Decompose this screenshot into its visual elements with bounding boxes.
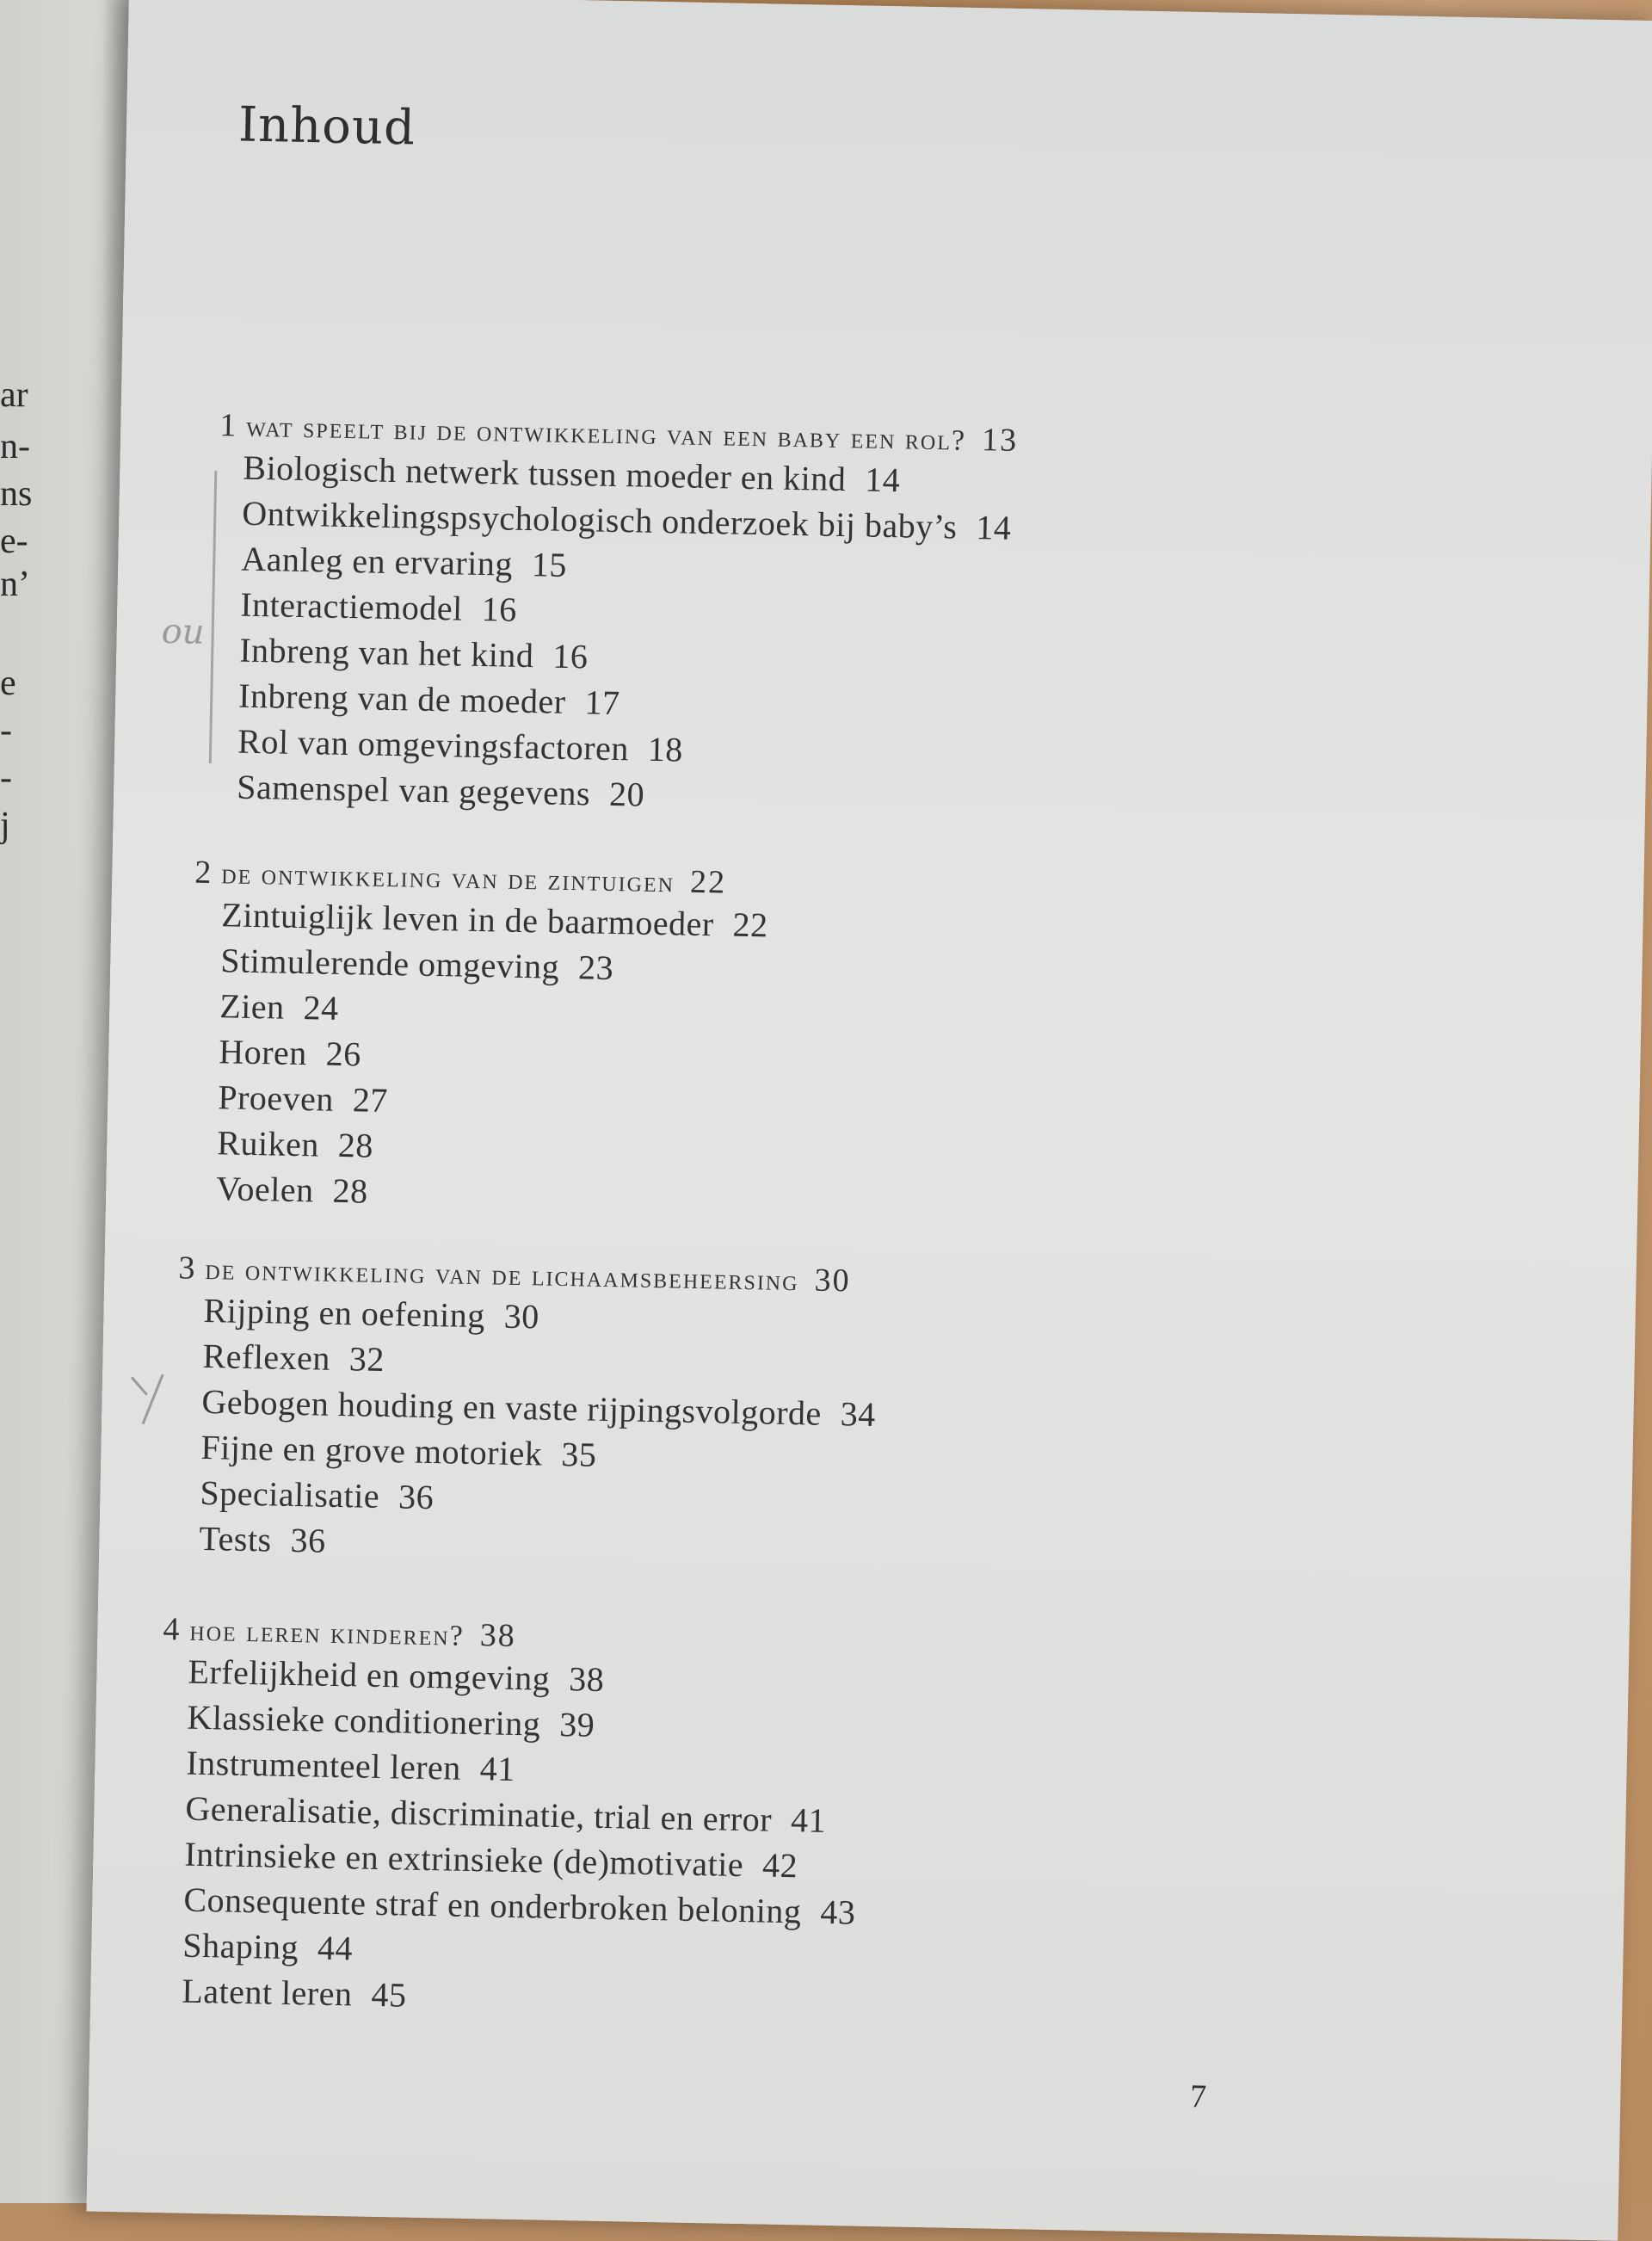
toc-entry-label: Rijping en oefening — [203, 1290, 486, 1336]
toc-entry-label: Latent leren — [181, 1971, 353, 2014]
toc-entry-page: 18 — [647, 729, 684, 769]
chapter-page: 30 — [814, 1262, 851, 1300]
left-page-fragment: ns — [0, 474, 33, 514]
chapter-title: wat speelt bij de ontwikkeling van een baby een rol? — [245, 411, 967, 457]
toc-entry-page: 36 — [398, 1477, 435, 1517]
toc-entry-label: Samenspel van gegevens — [236, 767, 591, 813]
toc-entry-page: 24 — [303, 988, 340, 1028]
toc-entry-label: Horen — [218, 1032, 308, 1073]
chapter-page: 38 — [479, 1617, 517, 1654]
left-page-fragment: - — [0, 758, 12, 798]
chapter-section — [213, 406, 1511, 834]
left-page-fragment: e- — [0, 522, 28, 561]
toc-entry-page: 42 — [761, 1845, 798, 1886]
chapter-title: hoe leren kinderen? — [189, 1614, 465, 1652]
toc-entry-page: 30 — [503, 1296, 540, 1337]
chapter-number: 2 — [194, 854, 213, 892]
toc-entry-label: Tests — [199, 1518, 273, 1559]
toc-entry-label: Specialisatie — [200, 1472, 380, 1516]
toc-entry-label: Aanleg en ervaring — [240, 539, 514, 583]
page-title: Inhoud — [237, 96, 416, 157]
chapter-title: de ontwikkeling van de zintuigen — [220, 858, 675, 899]
toc-entry-page: 38 — [568, 1659, 605, 1699]
chapter-entries — [237, 445, 1510, 834]
toc-entry-label: Reflexen — [202, 1336, 331, 1378]
toc-entry-label: Voelen — [215, 1169, 315, 1210]
chapter-section — [173, 1249, 1470, 1585]
toc-entry-page: 17 — [584, 682, 621, 723]
chapter-page: 13 — [981, 422, 1019, 459]
toc-entry-label: Inbreng van de moeder — [237, 676, 567, 721]
toc-entry-label: Klassieke conditionering — [187, 1697, 541, 1744]
toc-entry-page: 16 — [481, 590, 518, 629]
left-page-fragment: n’ — [0, 565, 30, 604]
toc-entry-label: Rol van omgevingsfactoren — [237, 721, 630, 769]
book-page — [86, 0, 1652, 2241]
chapter-entries — [182, 1649, 1453, 2038]
toc-entry-label: Intrinsieke en extrinsieke (de)motivatie — [184, 1834, 744, 1885]
chapter-number: 4 — [163, 1611, 182, 1648]
pencil-margin-note: ou — [161, 611, 206, 652]
toc-entry-page: 15 — [531, 545, 568, 584]
page-number: 7 — [1189, 2078, 1207, 2115]
toc-entry-label: Shaping — [182, 1925, 299, 1967]
toc-entry-page: 36 — [290, 1520, 327, 1560]
chapter-entries — [199, 1287, 1469, 1585]
pencil-check-mark — [127, 1368, 180, 1429]
toc-entry-label: Generalisatie, discriminatie, trial en error — [185, 1788, 773, 1839]
toc-entry-page: 23 — [577, 948, 614, 988]
toc-entry-page: 34 — [840, 1394, 877, 1434]
toc-entry-label: Fijne en grove motoriek — [200, 1427, 543, 1473]
left-page-fragment: e — [0, 664, 16, 703]
toc-entry-page: 41 — [790, 1800, 827, 1840]
toc-entry-label: Stimulerende omgeving — [219, 941, 560, 986]
toc-entry-page: 41 — [479, 1749, 516, 1788]
toc-entry-page: 22 — [732, 904, 769, 945]
toc-entry-label: Ontwikkelingspsychologisch onderzoek bij baby’s — [241, 493, 958, 546]
left-page-fragment: ar — [0, 375, 28, 415]
chapter-title: de ontwikkeling van de lichaamsbeheersing — [205, 1253, 799, 1298]
toc-entry-page: 14 — [864, 460, 901, 500]
toc-entry-page: 20 — [608, 774, 645, 814]
left-page-fragment: n- — [0, 427, 30, 466]
toc-entry-page: 43 — [819, 1892, 856, 1932]
chapter-entries — [216, 892, 1485, 1235]
toc-entry-page: 16 — [552, 636, 589, 676]
toc-entry-label: Erfelijkheid en omgeving — [188, 1651, 551, 1698]
toc-entry-page: 45 — [371, 1974, 407, 2015]
toc-entry-label: Proeven — [217, 1077, 335, 1119]
toc-entry-page: 28 — [332, 1170, 369, 1211]
toc-entry-label: Gebogen houding en vaste rijpingsvolgorde — [201, 1381, 823, 1433]
chapter-number: 3 — [178, 1250, 197, 1287]
toc-entry-page: 27 — [352, 1080, 389, 1120]
toc-entry-page: 35 — [561, 1434, 597, 1474]
toc-entry-label: Zintuiglijk leven in de baarmoeder — [220, 895, 715, 944]
toc-entry-page: 39 — [558, 1704, 595, 1744]
chapter-number: 1 — [219, 407, 238, 444]
toc-entry-page: 32 — [348, 1339, 385, 1379]
toc-entry-label: Zien — [219, 986, 286, 1027]
toc-entry-label: Consequente straf en onderbroken beloning — [183, 1880, 802, 1931]
toc-entry-label: Ruiken — [216, 1123, 320, 1164]
toc-entry-label: Interactiemodel — [239, 584, 464, 628]
toc-entry-label: Biologisch netwerk tussen moeder en kind — [242, 448, 847, 499]
toc-entry-label: Instrumenteel leren — [186, 1743, 462, 1787]
left-page-fragment: j — [0, 806, 10, 845]
chapter-page: 22 — [689, 863, 727, 901]
toc-entry-label: Inbreng van het kind — [238, 630, 534, 676]
toc-entry-page: 26 — [325, 1034, 362, 1074]
toc-entry-page: 14 — [975, 508, 1012, 547]
chapter-section — [156, 1610, 1454, 2038]
toc-entry-page: 44 — [317, 1928, 354, 1968]
toc-entry-page: 28 — [337, 1125, 374, 1165]
left-page-fragment: - — [0, 711, 12, 750]
chapter-section — [188, 854, 1486, 1236]
